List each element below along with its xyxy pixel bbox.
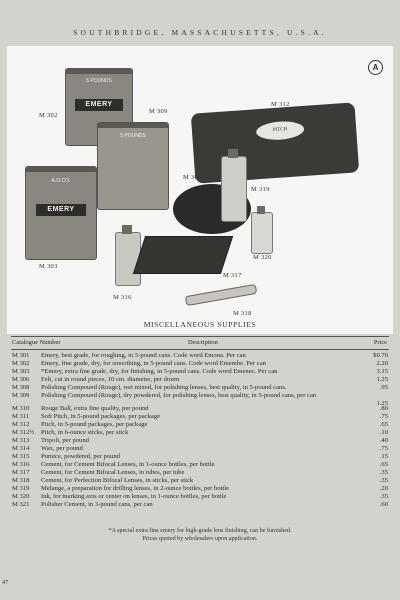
row-price: 3.15 bbox=[376, 368, 388, 375]
row-code: M 309 bbox=[12, 392, 30, 399]
row-code: M 312 bbox=[12, 421, 30, 428]
can-label: A.O.CO. bbox=[51, 178, 71, 185]
table-row bbox=[11, 360, 389, 368]
row-description: Rouge Ball, extra fine quality, per pound bbox=[41, 405, 149, 412]
row-description: Tripoli, per pound bbox=[41, 437, 89, 444]
row-price: .95 bbox=[379, 384, 388, 391]
table-row bbox=[11, 429, 389, 437]
row-description: Soft Pitch, in 5-pound packages, per package bbox=[41, 413, 161, 420]
row-price: .40 bbox=[379, 437, 388, 444]
label-m316: M 316 bbox=[113, 294, 132, 301]
pitch-label: PITCH bbox=[256, 120, 305, 141]
company-mark: A bbox=[368, 60, 383, 75]
row-description: Wax, per pound bbox=[41, 445, 83, 452]
table-row bbox=[11, 445, 389, 453]
row-price: .80 bbox=[379, 405, 388, 412]
row-code: M 312½ bbox=[12, 429, 35, 436]
label-m318: M 318 bbox=[233, 310, 252, 317]
bottle-m319 bbox=[221, 156, 247, 222]
row-code: M 320 bbox=[12, 493, 30, 500]
bottle-m320 bbox=[251, 212, 273, 254]
product-photo bbox=[7, 46, 393, 334]
row-code: M 310 bbox=[12, 405, 30, 412]
table-row bbox=[11, 453, 389, 461]
header-description: Description bbox=[188, 339, 218, 346]
table-row bbox=[11, 421, 389, 429]
row-description: Polisher Cement, in 3-pound cans, per can bbox=[41, 501, 153, 508]
row-description: Cement, for Cement Bifocal Lenses, in tubes, per tube bbox=[41, 469, 185, 476]
row-code: M 317 bbox=[12, 469, 30, 476]
row-price: .20 bbox=[379, 485, 388, 492]
label-m302: M 302 bbox=[39, 112, 58, 119]
table-row bbox=[11, 368, 389, 376]
row-code: M 306 bbox=[12, 376, 30, 383]
table-row bbox=[11, 405, 389, 413]
cement-box-m317 bbox=[133, 236, 233, 274]
row-description: Pumice, powdered, per pound bbox=[41, 453, 120, 460]
header-number: Catalogue Number bbox=[12, 339, 61, 346]
can-label: 5 POUNDS bbox=[120, 133, 146, 140]
table-header bbox=[11, 336, 389, 350]
label-m320: M 320 bbox=[253, 254, 272, 261]
row-code: M 303 bbox=[12, 368, 30, 375]
row-code: M 308 bbox=[12, 384, 30, 391]
table-rows bbox=[11, 350, 389, 509]
row-description: Polishing Compound (Rouge), dry powdered, for polishing lenses, best quality, in 5-pound cans, per can bbox=[41, 392, 317, 399]
table-row bbox=[11, 437, 389, 445]
table-row bbox=[11, 376, 389, 384]
row-description: Cement, for Perfection Bifocal Lenses, in sticks, per stick bbox=[41, 477, 194, 484]
table-row bbox=[11, 477, 389, 485]
pitch-block-m312 bbox=[191, 102, 359, 183]
cement-stick-m318 bbox=[185, 284, 258, 306]
row-code: M 316 bbox=[12, 461, 30, 468]
row-price: .60 bbox=[379, 501, 388, 508]
row-code: M 321 bbox=[12, 501, 30, 508]
row-description: Emery, fine grade, dry, for smoothing, in 5-pound cans. Code word Emembe. Per can bbox=[41, 360, 266, 367]
row-description: Ink, for marking axis or center on lenses, in 1-ounce bottles, per bottle bbox=[41, 493, 227, 500]
row-price: .35 bbox=[379, 493, 388, 500]
table-row bbox=[11, 384, 389, 392]
row-code: M 318 bbox=[12, 477, 30, 484]
row-price: .75 bbox=[379, 445, 388, 452]
row-price: .35 bbox=[379, 477, 388, 484]
section-title: MISCELLANEOUS SUPPLIES bbox=[143, 320, 257, 329]
label-m309: M 309 bbox=[149, 108, 168, 115]
row-code: M 314 bbox=[12, 445, 30, 452]
row-code: M 313 bbox=[12, 437, 30, 444]
row-code: M 301 bbox=[12, 352, 30, 359]
row-description: Melange, a preparation for drilling lenses, in 2-ounce bottles, per bottle bbox=[41, 485, 230, 492]
table-row bbox=[11, 413, 389, 421]
table-row bbox=[11, 469, 389, 477]
row-code: M 315 bbox=[12, 453, 30, 460]
can-grade-label: EMERY bbox=[75, 99, 123, 111]
label-m317: M 317 bbox=[223, 272, 242, 279]
row-price: .35 bbox=[379, 469, 388, 476]
row-description: Pitch, in 5-pound packages, per package bbox=[41, 421, 148, 428]
row-price: $0.70 bbox=[373, 352, 388, 359]
table-row bbox=[11, 485, 389, 493]
row-price: .15 bbox=[379, 453, 388, 460]
label-m319: M 319 bbox=[251, 186, 270, 193]
label-m303: M 303 bbox=[39, 263, 58, 270]
row-price: 1.25 bbox=[376, 376, 388, 383]
row-price: .10 bbox=[379, 429, 388, 436]
table-row bbox=[11, 501, 389, 509]
row-price: .65 bbox=[379, 421, 388, 428]
page-number: 47 bbox=[2, 580, 8, 586]
row-price: .75 bbox=[379, 413, 388, 420]
footnote-line-2: Prices quoted by wholesalers upon application. bbox=[142, 535, 258, 542]
can-grade-label: EMERY bbox=[36, 204, 86, 216]
table-row bbox=[11, 352, 389, 360]
label-m312: M 312 bbox=[271, 101, 290, 108]
label-m306: M 306 bbox=[183, 174, 202, 181]
row-code: M 319 bbox=[12, 485, 30, 492]
price-table bbox=[11, 336, 389, 509]
row-price: 2.20 bbox=[376, 360, 388, 367]
row-description: Felt, cut in round pieces, 10 cm. diameter, per dozen bbox=[41, 376, 180, 383]
row-price: .65 bbox=[379, 461, 388, 468]
rouge-can-m309 bbox=[97, 122, 169, 210]
emery-can-m303 bbox=[25, 166, 97, 260]
footnote bbox=[0, 528, 400, 543]
row-description: Emery, best grade, for roughing, in 5-pound cans. Code word Emona. Per can bbox=[41, 352, 246, 359]
row-description: Polishing Compound (Rouge), wet mixed, for polishing lenses, best quality, in 5-pound cans. bbox=[41, 384, 287, 391]
row-code: M 302 bbox=[12, 360, 30, 367]
table-row bbox=[11, 461, 389, 469]
table-row bbox=[11, 392, 389, 407]
row-description: *Emery, extra fine grade, dry, for finishing, in 5-pound cans. Code word Emenec. Per can bbox=[41, 368, 278, 375]
row-description: Cement, for Cement Bifocal Lenses, in 1-ounce bottles, per bottle bbox=[41, 461, 215, 468]
can-label: 5 POUNDS bbox=[86, 78, 112, 85]
page-header: SOUTHBRIDGE, MASSACHUSETTS, U.S.A. bbox=[73, 28, 327, 37]
header-price: Price bbox=[373, 339, 387, 346]
table-row bbox=[11, 493, 389, 501]
footnote-line-1: *A special extra fine emery for high-grade lens finishing, can be furnished. bbox=[108, 528, 292, 534]
row-price: 1.25 bbox=[376, 400, 388, 407]
row-description: Pitch, in 6-ounce sticks, per stick bbox=[41, 429, 129, 436]
row-code: M 311 bbox=[12, 413, 30, 420]
